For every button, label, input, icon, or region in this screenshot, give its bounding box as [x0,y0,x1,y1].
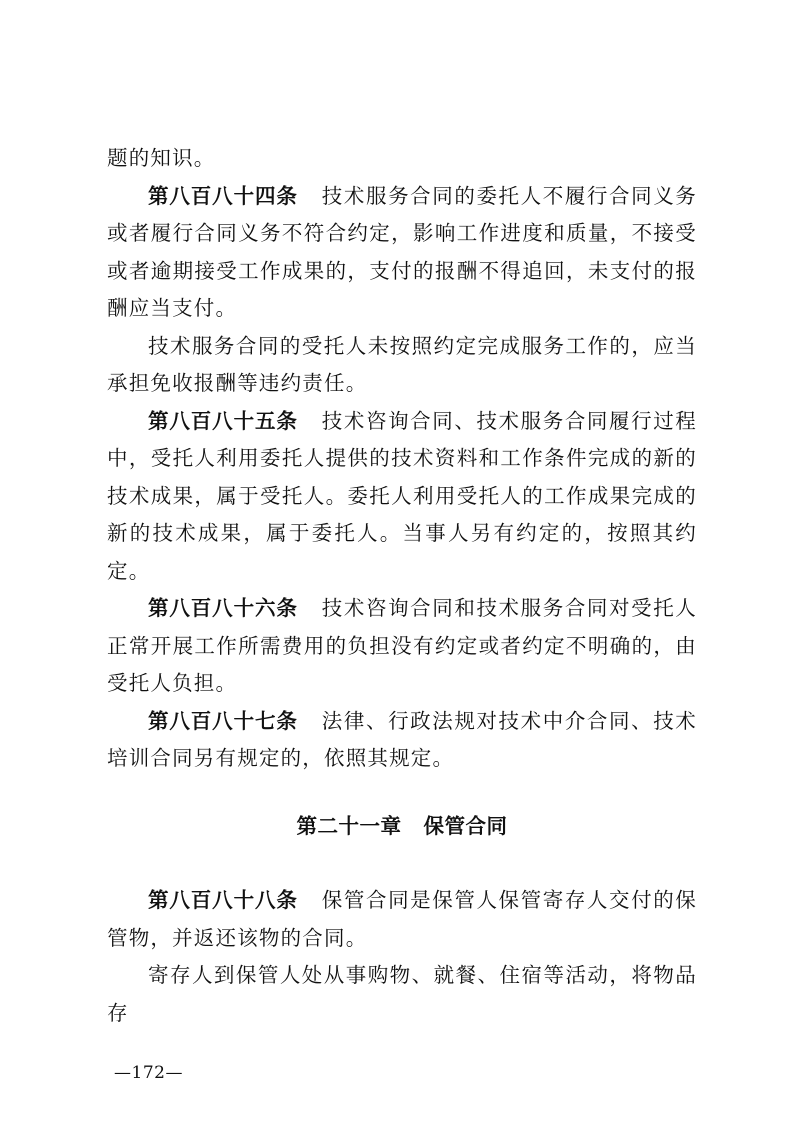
article-number: 第八百八十四条 [148,183,298,208]
paragraph-continuation [107,140,697,178]
article-884 [107,178,697,328]
article-number: 第八百八十八条 [148,888,298,912]
article-885 [107,403,697,591]
article-888 [107,882,697,957]
article-number: 第八百八十五条 [148,408,298,433]
page-number: —172— [114,1063,183,1083]
chapter-number: 第二十一章 [296,813,402,838]
article-text: 技术咨询合同、技术服务合同履行过程中，受托人利用委托人提供的技术资料和工作条件完成的新的技术成果，属于受托人。委托人利用受托人的工作成果完成的新的技术成果，属于委托人。当事人另有约定的，按照其约定。 [107,408,698,583]
article-text: 技术服务合同的委托人不履行合同义务或者履行合同义务不符合约定，影响工作进度和质量，不接受或者逾期接受工作成果的，支付的报酬不得追回，未支付的报酬应当支付。 [107,183,698,320]
article-number: 第八百八十六条 [148,596,298,620]
article-text: 法律、行政法规对技术中介合同、技术培训合同另有规定的，依照其规定。 [107,708,698,770]
paragraph-text: 寄存人到保管人处从事购物、就餐、住宿等活动，将物品存 [107,963,697,1025]
article-text: 保管合同是保管人保管寄存人交付的保管物，并返还该物的合同。 [107,888,698,950]
chapter-title: 保管合同 [423,813,508,838]
paragraph-text: 题的知识。 [107,146,216,170]
paragraph-text: 技术服务合同的受托人未按照约定完成服务工作的，应当承担免收报酬等违约责任。 [107,333,697,395]
article-886 [107,590,697,703]
article-887 [107,703,697,778]
chapter-heading [107,808,697,846]
article-text: 技术咨询合同和技术服务合同对受托人正常开展工作所需费用的负担没有约定或者约定不明确的，由受托人负担。 [107,596,698,695]
article-884-paragraph-2 [107,328,697,403]
article-number: 第八百八十七条 [148,708,298,733]
document-body [107,140,697,1032]
article-888-paragraph-2 [107,957,697,1032]
